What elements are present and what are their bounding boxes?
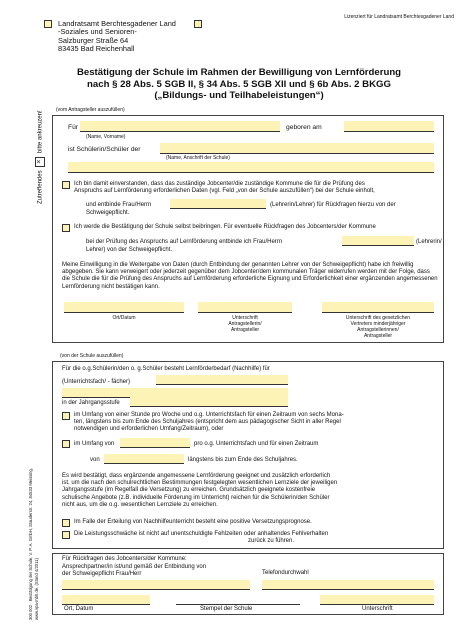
confirmation-text xyxy=(62,473,440,509)
contact-line: Ansprechpartner/in ist/und gemäß der Entbindung von xyxy=(62,564,207,570)
representative-signature-label xyxy=(322,315,434,339)
place-date-field[interactable] xyxy=(64,302,184,312)
grade-underline xyxy=(130,406,288,407)
school-underline-2 xyxy=(68,172,434,173)
title-line: Bestätigung der Schule im Rahmen der Bewilligung von Lernförderung xyxy=(76,67,402,78)
grade-label: in der Jahrgangsstufe xyxy=(62,400,120,406)
confirmation-line: nicht aus, um die o.g. wesentlichen Lernziele zu erreichen. xyxy=(62,501,218,508)
self-teacher-field[interactable] xyxy=(342,236,414,245)
absence-line: zurück zu führen. xyxy=(248,538,295,545)
school-hint: (Name, Anschrift der Schule) xyxy=(166,155,230,161)
stamp-underline xyxy=(176,604,300,605)
consent-teacher-label: und entbinde Frau/Herrn xyxy=(86,202,152,208)
contact-person-field[interactable] xyxy=(62,580,250,589)
promotion-text: Im Falle der Erteilung von Nachhilfeunterricht besteht eine positive Versetzungsprognose. xyxy=(74,519,312,525)
default-scope-checkbox[interactable] xyxy=(62,412,70,420)
birthdate-underline xyxy=(344,131,434,132)
applicant-signature-field[interactable] xyxy=(198,302,292,312)
consent-line: Anspruchs auf Lernförderung erforderlichen Daten (vgl. Feld „von der Schule auszufüllen“) bei der Schule einholt, xyxy=(74,188,375,195)
subject-field-2[interactable] xyxy=(62,388,288,397)
self-text-4: Lehrer) von der Schweigepflicht. xyxy=(86,247,173,253)
until-label: längstens bis zum Ende des Schuljahres. xyxy=(188,457,298,463)
pupil-label: ist Schülerin/Schüler der xyxy=(68,146,141,153)
tick-hint-label: Zutreffendes xyxy=(37,170,44,204)
address-checkbox-right[interactable] xyxy=(194,20,202,28)
school-section-note: (von der Schule auszufüllen) xyxy=(60,353,124,359)
representative-signature-field[interactable] xyxy=(322,302,434,312)
self-text-1: Ich werde die Bestätigung der Schule selbst beibringen. Für eventuelle Rückfragen des Jobcenters/der Kommune xyxy=(74,224,376,230)
hours-underline xyxy=(120,447,190,448)
recipient-address xyxy=(58,20,176,53)
for-label: Für xyxy=(68,124,79,131)
confirmation-line: ist, um die nach den schulrechtlichen Bestimmungen festgelegten wesentlichen Lernziele der jeweiligen xyxy=(62,480,338,487)
place-date-underline xyxy=(64,312,184,313)
self-teacher-underline xyxy=(342,245,414,246)
custom-scope-text: pro o.g. Unterrichtsfach und für einen Zeitraum xyxy=(194,441,319,447)
privacy-notice: Meine Einwilligung in die Weitergabe von Daten (durch Entbindung der genannten Lehrer von der Schweigepflicht) habe ich freiwillig abgegeben. Sie kann verweigert oder jederzeit gegenüber dem Jobcenter/dem kommunalen Träger widerrufen werden mit der Folge, dass die Schule die für die Prüfung des Anspruchs auf Lernförderung erforderliche Eignung und Erforderlichkeit einer ergänzenden angemessenen Lernförderung nicht bestätigen kann. xyxy=(62,262,438,290)
promotion-checkbox[interactable] xyxy=(62,519,70,527)
footer-place-date-field[interactable] xyxy=(62,595,150,604)
confirmation-line: Jahrgangsstufe (im Regelfall die Versetzung) zu erreichen. Grundsätzlich geeignete kostenfreie xyxy=(62,487,316,494)
address-line: Salzburger Straße 64 xyxy=(58,35,129,45)
school-field-2[interactable] xyxy=(68,162,434,172)
footer-signature-underline xyxy=(320,604,434,605)
confirmation-line: schulische Angebote (z.B. individuelle Förderung im Unterricht) reichen für die Schülerin/den Schüler xyxy=(62,494,330,501)
consent-checkbox[interactable] xyxy=(62,181,70,189)
place-date-label: Ort/Datum xyxy=(112,315,136,321)
scope-line: ten, längstens bis zum Ende des Schuljahres (entspricht dem aus pädagogischer Sicht in aller Regel xyxy=(74,419,341,426)
representative-signature-underline xyxy=(322,312,434,313)
cross-sample-icon: × xyxy=(35,157,45,167)
address-line: 83435 Bad Reichenhall xyxy=(58,43,135,53)
scope-line: notwendigen und erforderlichen Umfang/Zeitraum), oder xyxy=(74,426,224,433)
school-field[interactable] xyxy=(160,143,434,153)
consent-teacher-field[interactable] xyxy=(170,199,266,208)
footer-place-date-label: Ort, Datum xyxy=(64,606,94,612)
absence-checkbox[interactable] xyxy=(62,531,70,539)
footer-signature-field[interactable] xyxy=(320,595,434,604)
address-line: -Soziales und Senioren- xyxy=(58,27,137,37)
publisher-note-2: www.vpa-mbh.de, (Stand 4/2011) xyxy=(34,558,39,620)
subject-hint: (Unterrichtsfach/ - fächer) xyxy=(62,379,131,385)
phone-label: Telefondurchwahl xyxy=(262,570,309,576)
name-hint: (Name, Vorname) xyxy=(86,134,126,140)
contact-line: der Schweigepflicht Frau/Herr xyxy=(62,571,142,578)
subject-field[interactable] xyxy=(156,375,288,384)
period-field[interactable] xyxy=(104,454,184,463)
tick-hint-suffix: bitte ankreuzen! xyxy=(37,110,44,154)
signature-label-line: Unterschrift des gesetzlichen xyxy=(345,315,411,321)
signature-label-line: Antragsteller xyxy=(363,333,393,339)
consent-teacher-underline xyxy=(170,208,266,209)
publisher-note: 300 002 · Bestätigung der Schule, V. P. A. GmbH, Stauderstr. 24, 84533 Meissing, xyxy=(28,467,33,620)
name-underline xyxy=(80,131,280,132)
period-underline xyxy=(104,463,184,464)
signature-label-line: Antragsteller xyxy=(230,327,260,333)
school-underline xyxy=(160,153,434,154)
title-line: („Bildungs- und Teilhabeleistungen“) xyxy=(154,90,324,102)
self-text-3: (Lehrerin/ xyxy=(416,239,442,245)
phone-field[interactable] xyxy=(262,580,434,589)
title-line: nach § 28 Abs. 5 SGB II, § 34 Abs. 5 SGB XII und § 6b Abs. 2 BKGG xyxy=(87,78,391,90)
contact-heading: Für Rückfragen des Jobcenters/der Kommune: xyxy=(62,556,187,562)
consent-release-text: (Lehrerin/Lehrer) für Rückfragen hierzu von der xyxy=(270,202,396,208)
tick-hint xyxy=(35,110,45,204)
signature-label-line: Unterschrift xyxy=(232,315,258,321)
signature-label-line: Antragstellerin/ xyxy=(228,321,262,327)
custom-scope-label: im Umfang von xyxy=(74,441,115,447)
license-note: Lizenziert für Landratsamt Berchtesgadener Land xyxy=(344,14,454,20)
footer-signature-label: Unterschrift xyxy=(362,606,393,612)
default-scope-text xyxy=(74,412,438,434)
name-field[interactable] xyxy=(80,121,280,131)
address-line: Landratsamt Berchtesgadener Land xyxy=(58,19,176,28)
custom-scope-checkbox[interactable] xyxy=(62,440,70,448)
absence-text xyxy=(74,531,328,545)
consent-line: Ich bin damit einverstanden, dass das zuständige Jobcenter/die zuständige Kommune die für die Prüfung des xyxy=(74,181,365,187)
applicant-signature-label xyxy=(198,315,292,333)
school-intro: Für die o.g.Schülerin/den o. g.Schüler besteht Lernförderbedarf (Nachhilfe) für xyxy=(62,366,270,372)
contact-person-underline xyxy=(62,589,250,590)
address-checkbox-left[interactable] xyxy=(44,20,52,28)
signature-label-line: Antragstellerinnen/ xyxy=(357,327,399,333)
contact-text xyxy=(62,564,206,578)
scope-line: im Umfang von einer Stunde pro Woche und o.g. Unterrichtsfach für einen Zeitraum von sechs Mona- xyxy=(74,412,344,418)
applicant-section-note: (vom Antragsteller auszufüllen) xyxy=(56,107,125,113)
self-checkbox[interactable] xyxy=(62,224,70,232)
signature-label-line: Vertreters minderjähriger xyxy=(350,321,406,327)
absence-line: Die Leistungsschwäche ist nicht auf unentschuldigte Fehlzeiten oder anhaltendes Fehlverhalten xyxy=(74,531,329,537)
subject-underline xyxy=(156,384,288,385)
footer-place-date-underline xyxy=(62,604,150,605)
consent-end: Schweigepflicht. xyxy=(86,210,130,216)
consent-text xyxy=(74,181,438,195)
applicant-signature-underline xyxy=(198,312,292,313)
self-text-2: bei der Prüfung des Anspruchs auf Lernförderung entbinde ich Frau/Herrn xyxy=(86,239,283,245)
from-label: von xyxy=(90,457,100,463)
confirmation-line: Es wird bestätigt, dass ergänzende angemessene Lernförderung geeignet und zusätzlich erforderlich xyxy=(62,473,331,479)
birthdate-field[interactable] xyxy=(344,121,434,131)
page-title xyxy=(44,67,434,102)
phone-underline xyxy=(262,589,434,590)
grade-field[interactable] xyxy=(130,397,288,406)
hours-field[interactable] xyxy=(120,438,190,447)
born-label: geboren am xyxy=(286,124,322,131)
stamp-label: Stempel der Schule xyxy=(200,606,253,612)
